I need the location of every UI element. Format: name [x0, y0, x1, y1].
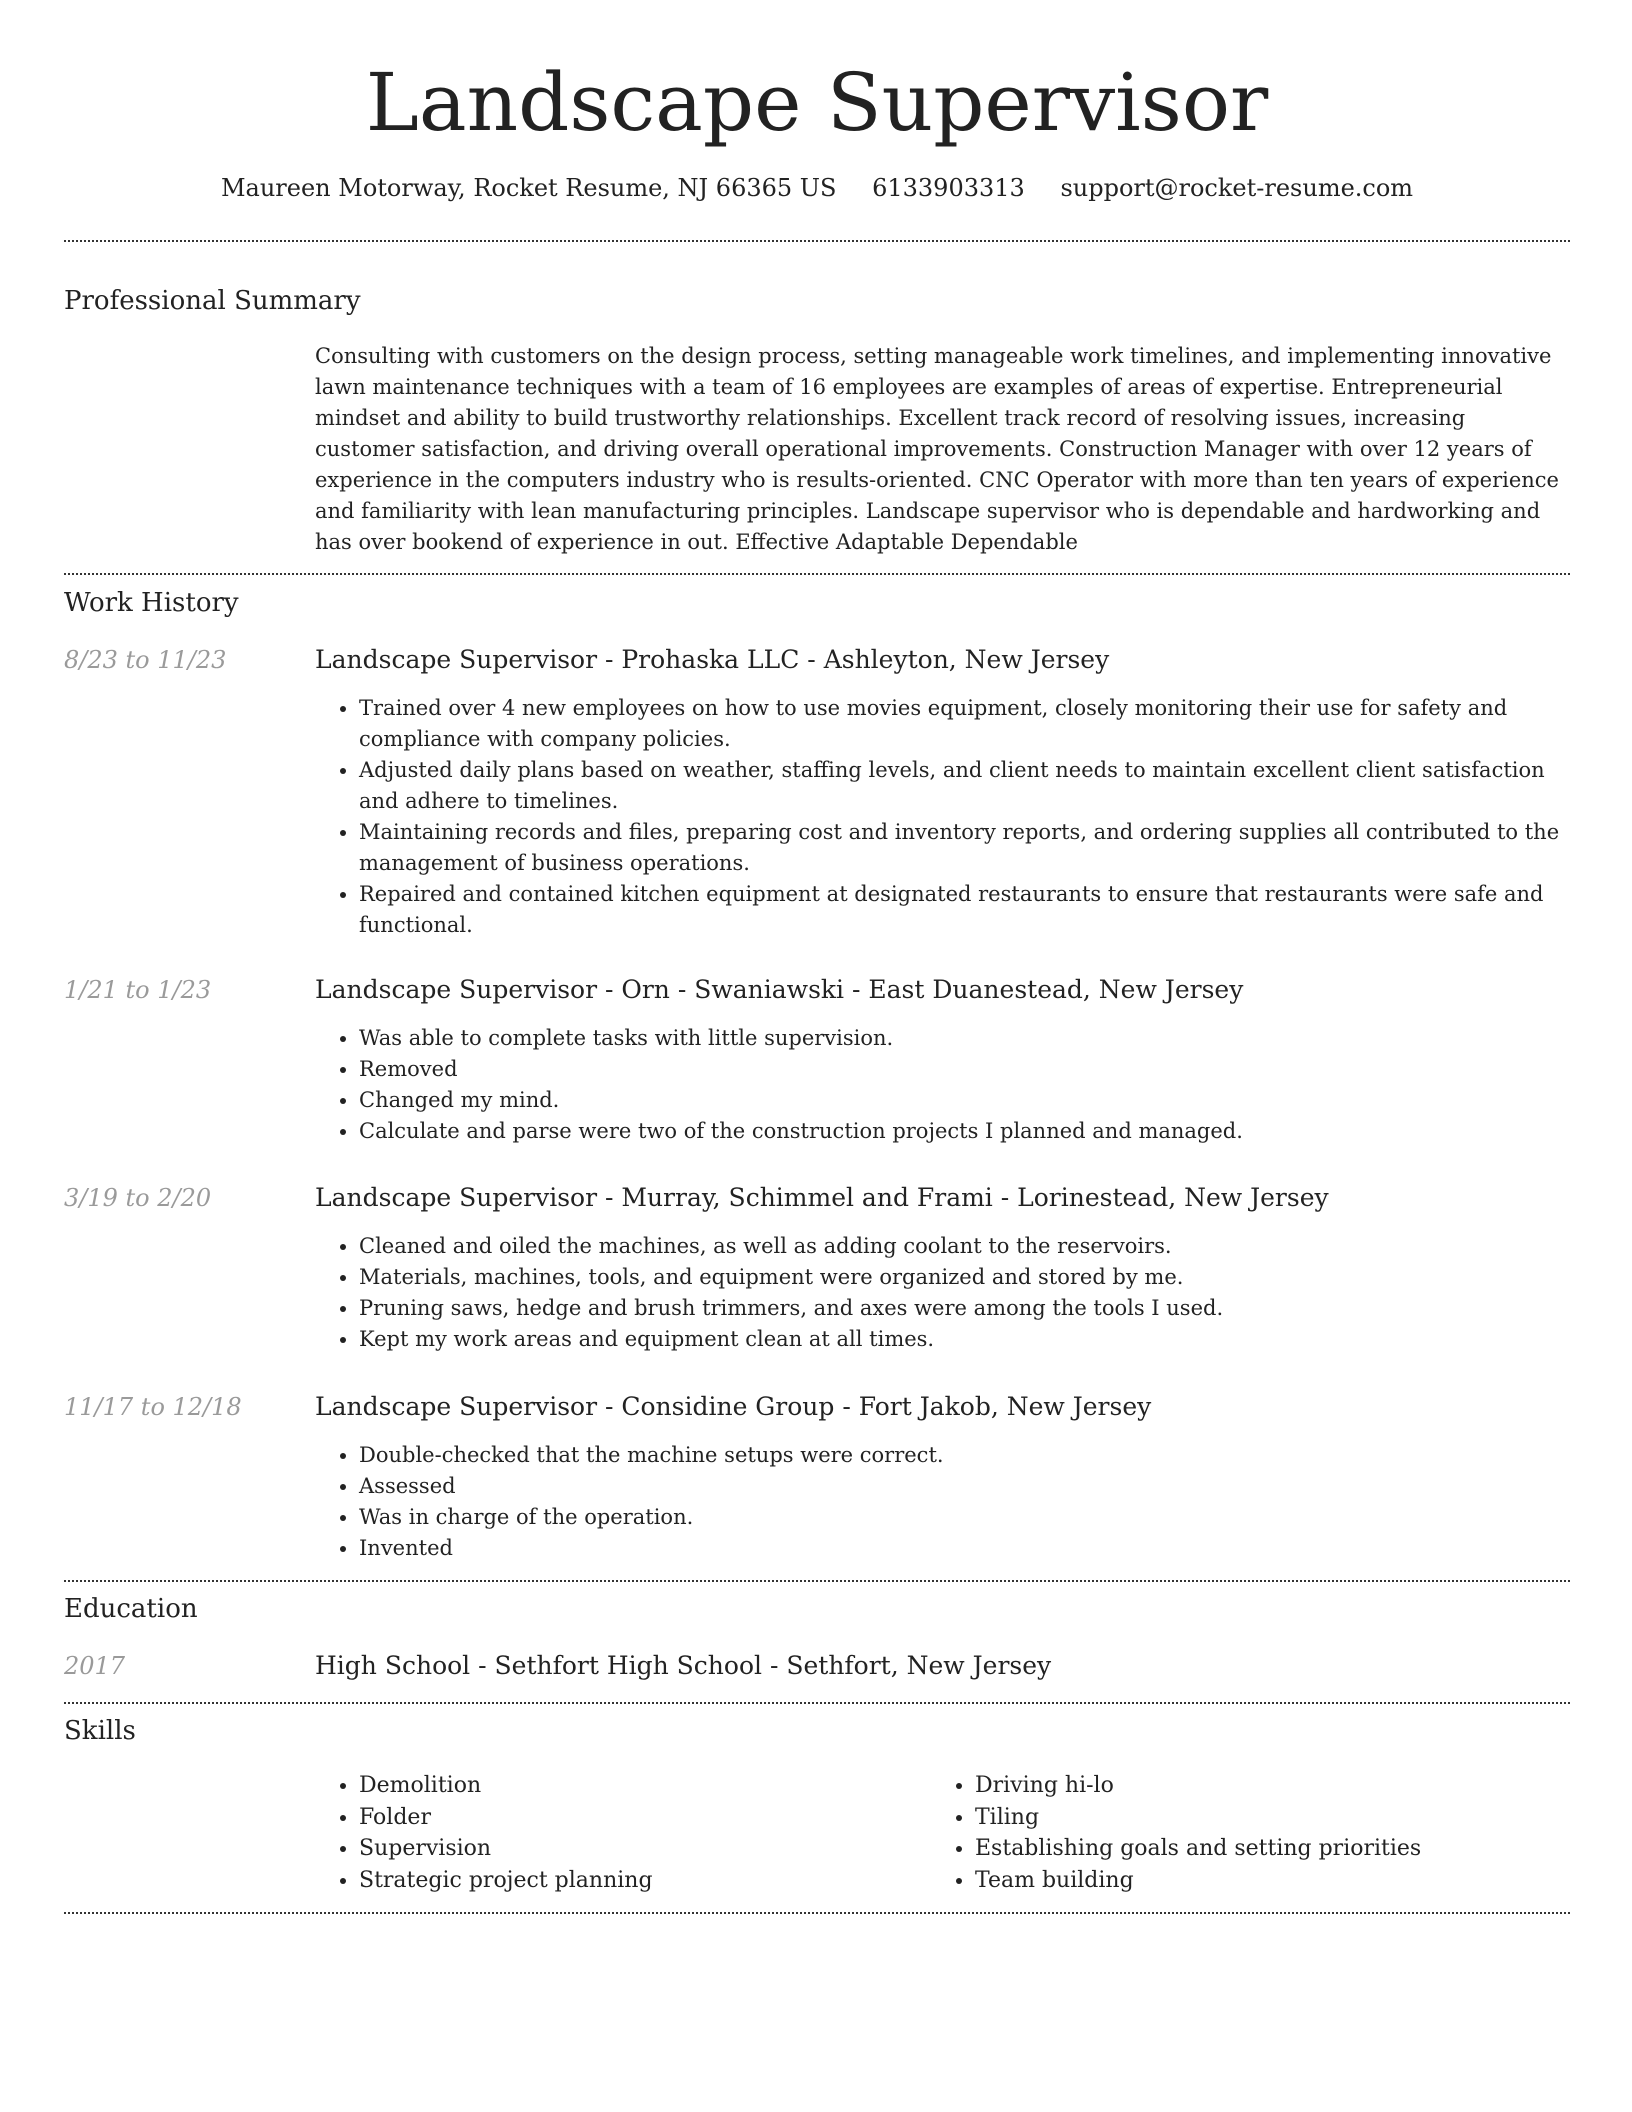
education-year: 2017	[64, 1652, 126, 1680]
list-item: • Calculate and parse were two of the construction projects I planned and managed.	[359, 1116, 1565, 1147]
divider	[64, 573, 1570, 575]
list-item: • Pruning saws, hedge and brush trimmers, and axes were among the tools I used.	[359, 1293, 1565, 1324]
list-item: • Establishing goals and setting priorities	[975, 1833, 1561, 1865]
list-item: • Tiling	[975, 1802, 1561, 1834]
skills-list-left	[315, 1770, 915, 1896]
job-bullets	[315, 1440, 1565, 1564]
job-dates: 8/23 to 11/23	[64, 646, 227, 674]
job-dates: 11/17 to 12/18	[64, 1393, 242, 1421]
divider	[64, 1912, 1570, 1914]
section-title-education: Education	[64, 1594, 198, 1624]
list-item: • Folder	[359, 1802, 915, 1834]
list-item: • Adjusted daily plans based on weather, staffing levels, and client needs to maintain excellent client satisfaction and adhere to timelines.	[359, 755, 1565, 817]
job-bullets	[315, 1231, 1565, 1355]
list-item: • Team building	[975, 1865, 1561, 1897]
list-item: • Was in charge of the operation.	[359, 1502, 1565, 1533]
job-title: Landscape Supervisor - Murray, Schimmel and Frami - Lorinestead, New Jersey	[315, 1183, 1329, 1212]
list-item: • Materials, machines, tools, and equipment were organized and stored by me.	[359, 1262, 1565, 1293]
job-title: Landscape Supervisor - Prohaska LLC - Ashleyton, New Jersey	[315, 645, 1110, 674]
list-item: • Changed my mind.	[359, 1085, 1565, 1116]
list-item: • Cleaned and oiled the machines, as well as adding coolant to the reservoirs.	[359, 1231, 1565, 1262]
education-entry: High School - Sethfort High School - Sethfort, New Jersey	[315, 1651, 1052, 1680]
skills-list-right	[931, 1770, 1561, 1896]
divider	[64, 1702, 1570, 1704]
resume-title: Landscape Supervisor	[365, 56, 1269, 149]
list-item: • Assessed	[359, 1471, 1565, 1502]
list-item: • Driving hi-lo	[975, 1770, 1561, 1802]
contact-phone: 6133903313	[872, 174, 1025, 202]
list-item: • Double-checked that the machine setups were correct.	[359, 1440, 1565, 1471]
list-item: • Removed	[359, 1054, 1565, 1085]
list-item: • Demolition	[359, 1770, 915, 1802]
job-title: Landscape Supervisor - Considine Group - Fort Jakob, New Jersey	[315, 1392, 1152, 1421]
divider	[64, 240, 1570, 242]
contact-address: Maureen Motorway, Rocket Resume, NJ 66365 US	[220, 174, 837, 202]
contact-line	[64, 170, 1570, 206]
job-dates: 1/21 to 1/23	[64, 976, 212, 1004]
divider	[64, 1580, 1570, 1582]
list-item: • Trained over 4 new employees on how to use movies equipment, closely monitoring their use for safety and compliance with company policies.	[359, 693, 1565, 755]
list-item: • Kept my work areas and equipment clean at all times.	[359, 1324, 1565, 1355]
section-title-summary: Professional Summary	[64, 286, 361, 316]
list-item: • Repaired and contained kitchen equipment at designated restaurants to ensure that restaurants were safe and functional.	[359, 879, 1565, 941]
job-bullets	[315, 693, 1565, 941]
list-item: • Strategic project planning	[359, 1865, 915, 1897]
contact-email: support@rocket-resume.com	[1060, 174, 1414, 202]
job-title: Landscape Supervisor - Orn - Swaniawski - East Duanestead, New Jersey	[315, 975, 1244, 1004]
list-item: • Supervision	[359, 1833, 915, 1865]
section-title-work-history: Work History	[64, 588, 239, 618]
section-title-skills: Skills	[64, 1716, 136, 1746]
list-item: • Maintaining records and files, preparing cost and inventory reports, and ordering supplies all contributed to the management of business operations.	[359, 817, 1565, 879]
list-item: • Was able to complete tasks with little supervision.	[359, 1023, 1565, 1054]
job-bullets	[315, 1023, 1565, 1147]
summary-text: Consulting with customers on the design process, setting manageable work timelines, and implementing innovative lawn maintenance techniques with a team of 16 employees are examples of areas of expertise. Entrepreneurial mindset and ability to build trustworthy relationships. Excellent track record of resolving issues, increasing customer satisfaction, and driving overall operational improvements. Construction Manager with over 12 years of experience in the computers industry who is results-oriented. CNC Operator with more than ten years of experience and familiarity with lean manufacturing principles. Landscape supervisor who is dependable and hardworking and has over bookend of experience in out. Effective Adaptable Dependable	[315, 344, 1559, 554]
list-item: • Invented	[359, 1533, 1565, 1564]
job-dates: 3/19 to 2/20	[64, 1184, 212, 1212]
